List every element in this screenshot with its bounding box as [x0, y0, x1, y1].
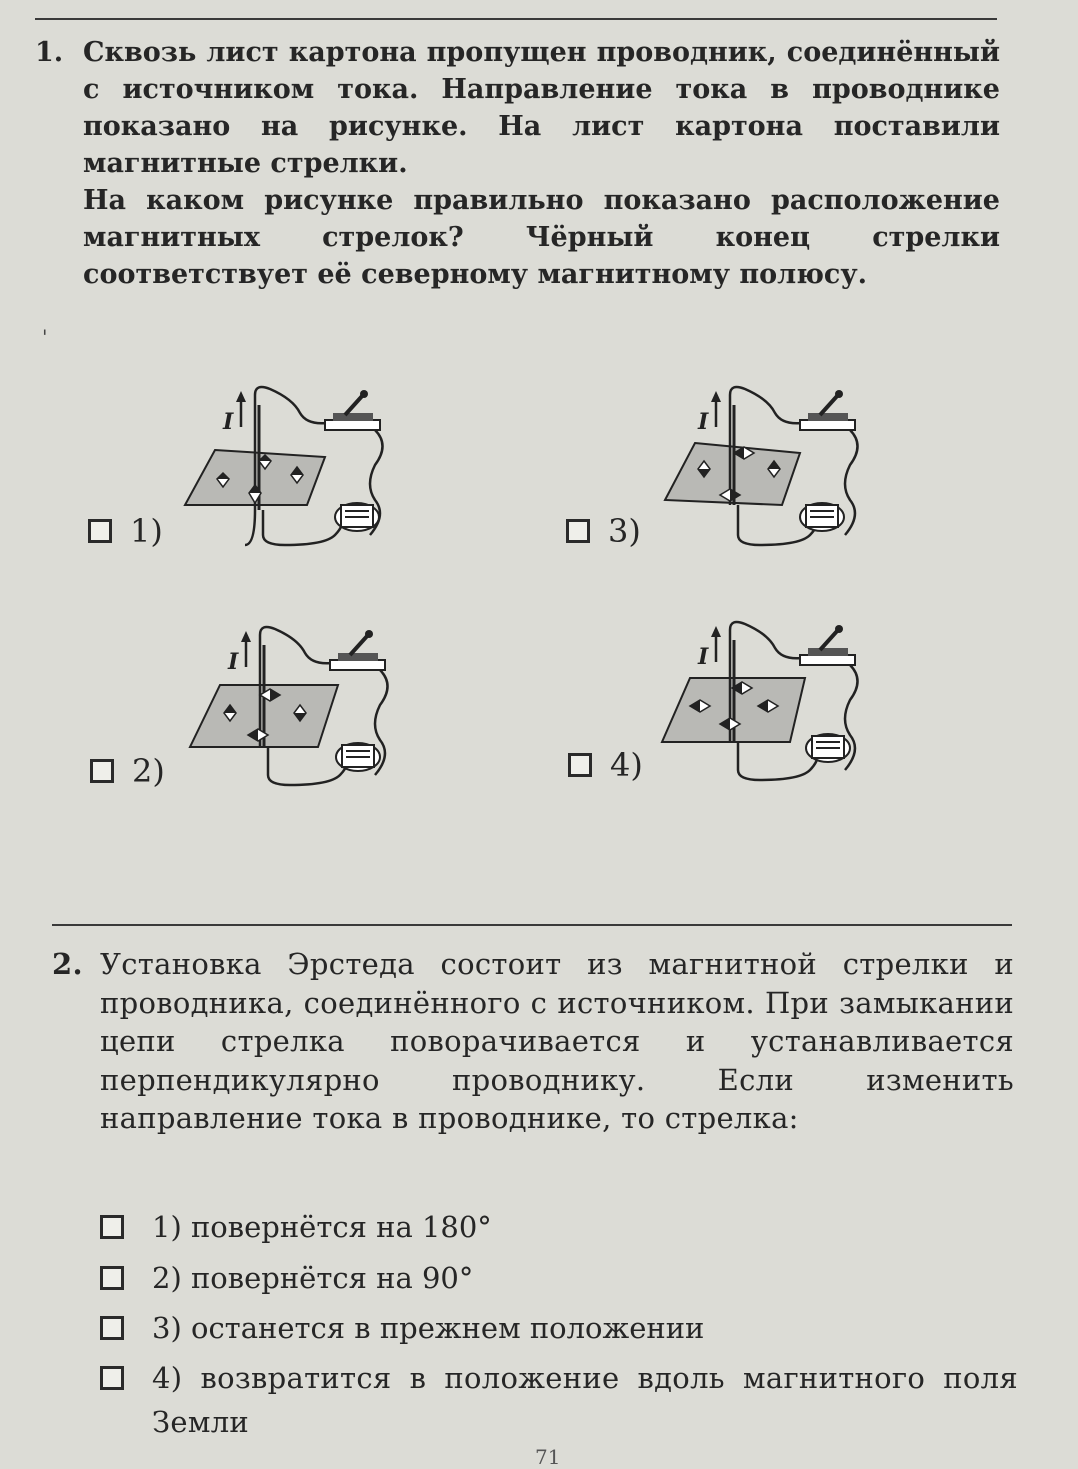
- question-2-body: Установка Эрстеда состоит из магнитной стрелки и проводника, соединённого с источником. При замыкании цепи стрелка поворачивается и устанавливается перпендикулярно проводнику. Если изменить направление тока в проводнике, то стрелка:: [100, 947, 1014, 1135]
- current-label: I: [228, 649, 239, 675]
- q2-answer-1-label: 1) повернётся на 180°: [152, 1210, 492, 1244]
- q1-option-1-checkbox[interactable]: [88, 519, 112, 543]
- q2-answer-2-checkbox[interactable]: [100, 1266, 124, 1290]
- figure-1: [175, 385, 390, 560]
- current-label: I: [223, 409, 234, 435]
- q2-answer-4[interactable]: [100, 1356, 1018, 1444]
- q1-option-4-checkbox[interactable]: [568, 753, 592, 777]
- figure-3: [650, 385, 865, 560]
- question-2-number: 2.: [52, 947, 83, 981]
- current-arrow-head: [711, 391, 721, 402]
- q1-option-3[interactable]: [566, 512, 641, 550]
- current-label: I: [698, 644, 709, 670]
- top-rule: [35, 18, 997, 20]
- stray-mark: ': [42, 325, 48, 349]
- q2-answer-1-checkbox[interactable]: [100, 1215, 124, 1239]
- current-arrow-head: [241, 631, 251, 642]
- q2-answer-3-checkbox[interactable]: [100, 1316, 124, 1340]
- q1-option-2[interactable]: [90, 752, 165, 790]
- q2-answer-4-checkbox[interactable]: [100, 1366, 124, 1390]
- question-1-paragraph-2: На каком рисунке правильно показано расположение магнитных стрелок? Чёрный конец стрелки соответствует её северному магнитному полюсу.: [83, 185, 1000, 290]
- q2-answer-3[interactable]: [100, 1306, 1010, 1350]
- battery-icon: [806, 734, 850, 762]
- q1-option-4[interactable]: [568, 746, 643, 784]
- battery-icon: [335, 503, 379, 531]
- q1-option-2-label: 2): [132, 752, 165, 790]
- q2-answer-3-label: 3) останется в прежнем положении: [152, 1311, 705, 1345]
- switch-icon: [800, 625, 855, 665]
- question-1-paragraph-1: Сквозь лист картона пропущен проводник, соединённый с источником тока. Направление тока в проводнике показано на рисунке. На лист картона поставили магнитные стрелки.: [83, 37, 1000, 179]
- page-number: 71: [535, 1445, 561, 1469]
- q1-option-1-label: 1): [130, 512, 163, 550]
- current-arrow-head: [711, 626, 721, 637]
- current-arrow-head: [236, 391, 246, 402]
- figure-4: [650, 620, 865, 795]
- q2-answer-1[interactable]: [100, 1205, 1010, 1249]
- switch-icon: [330, 630, 385, 670]
- q1-option-1[interactable]: [88, 512, 163, 550]
- question-1-text: [83, 34, 1000, 293]
- q2-answer-2[interactable]: [100, 1256, 1010, 1300]
- q1-option-4-label: 4): [610, 746, 643, 784]
- section-rule: [52, 924, 1012, 926]
- question-2-text: [100, 945, 1014, 1138]
- question-1-number: 1.: [35, 37, 64, 68]
- switch-icon: [800, 390, 855, 430]
- battery-icon: [336, 743, 380, 771]
- q2-answer-2-label: 2) повернётся на 90°: [152, 1261, 474, 1295]
- switch-icon: [325, 390, 380, 430]
- q2-answer-4-label: 4) возвратится в положение вдоль магнитного поля Земли: [152, 1361, 1018, 1439]
- figure-2: [180, 625, 395, 800]
- current-label: I: [698, 409, 709, 435]
- q1-option-3-label: 3): [608, 512, 641, 550]
- q1-option-2-checkbox[interactable]: [90, 759, 114, 783]
- q1-option-3-checkbox[interactable]: [566, 519, 590, 543]
- battery-icon: [800, 503, 844, 531]
